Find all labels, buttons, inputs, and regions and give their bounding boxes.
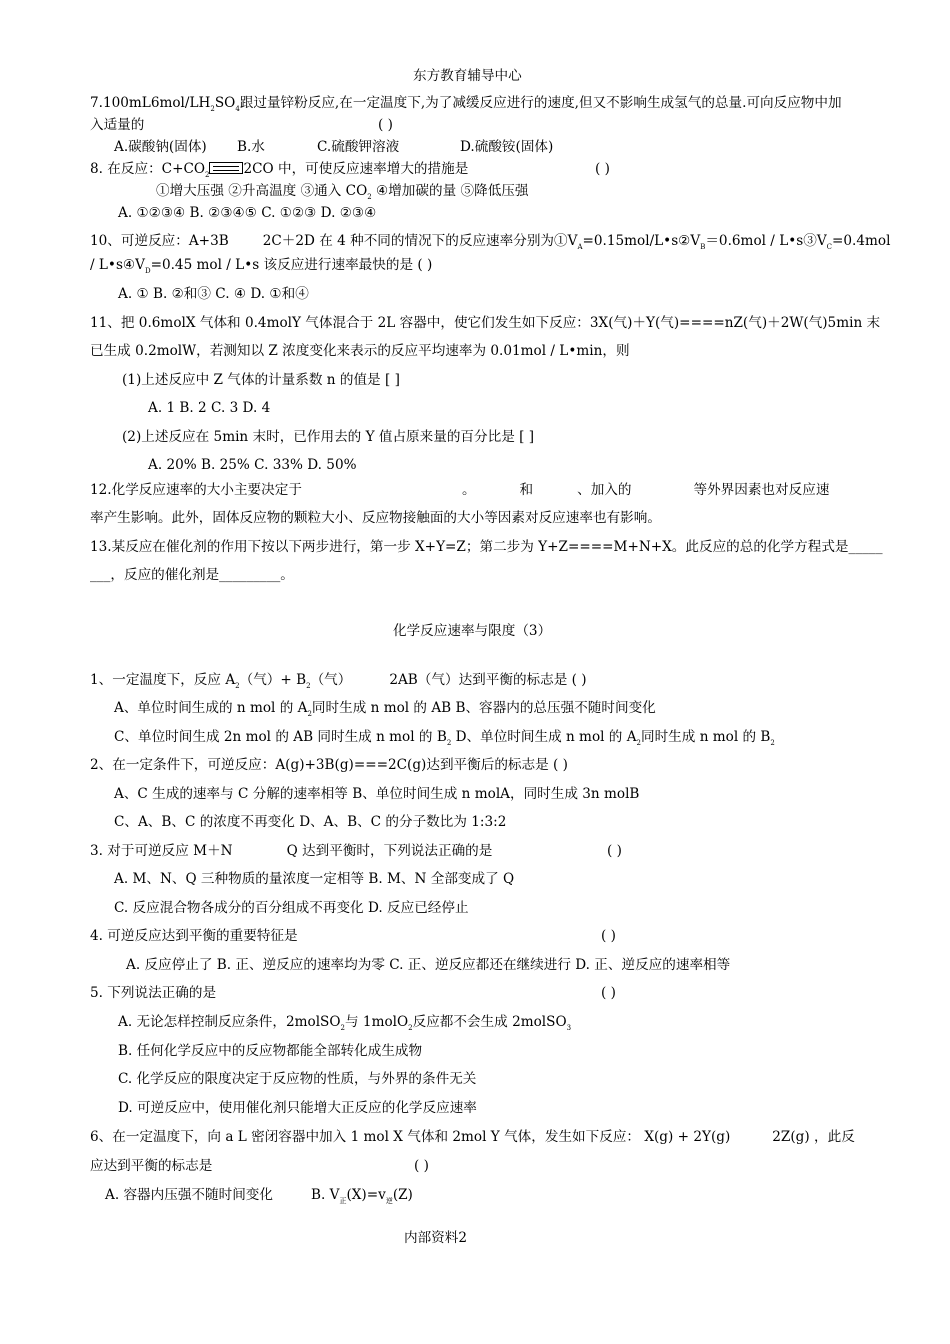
section-question-6-answer-paren: ( ) <box>414 1158 429 1174</box>
question-7-option-c: C.硫酸钾溶液 <box>317 139 400 155</box>
question-11-sub-1: (1)上述反应中 Z 气体的计量系数 n 的值是 [ ] <box>122 372 400 388</box>
question-11-sub-1-options: A. 1 B. 2 C. 3 D. 4 <box>148 400 271 416</box>
section-question-5-stem: 5. 下列说法正确的是 <box>90 985 217 1001</box>
question-7-option-b: B.水 <box>237 139 265 155</box>
question-11-sub-2-options: A. 20% B. 25% C. 33% D. 50% <box>148 457 357 473</box>
section-question-2-stem: 2、在一定条件下，可逆反应：A(g)+3B(g)===2C(g)达到平衡后的标志是 ( ) <box>90 757 568 773</box>
question-7-answer-paren: ( ) <box>378 117 393 133</box>
section-question-6-option-b: B. $V_正(X)=v_逆(Z)$ <box>311 1187 413 1205</box>
question-11-sub-2: (2)上述反应在 5min 末时，已作用去的 Y 值占原来量的百分比是 [ ] <box>122 429 535 445</box>
section-question-6-line-1: 6、在一定温度下，向 a L 密闭容器中加入 1 mol X 气体和 2mol Y 气体，发生如下反应： X(g) + 2Y(g) 2Z(g) ，此反 <box>90 1129 855 1145</box>
section-question-5-option-b: B. 任何化学反应中的反应物都能全部转化成生成物 <box>118 1043 423 1059</box>
section-question-5-option-c: C. 化学反应的限度决定于反应物的性质，与外界的条件无关 <box>118 1071 477 1087</box>
question-7-line-1: $7.100mL6mol/LH_2SO_4$跟过量锌粉反应,在一定温度下,为了减缓反应进行的速度,但又不影响生成氢气的总量.可向反应物中加 <box>90 95 842 113</box>
section-question-3-options-ab: A. M、N、Q 三种物质的量浓度一定相等 B. M、N 全部变成了 Q <box>114 871 515 887</box>
question-10-line-1: 10、可逆反应：A+3B 2C＋2D 在 4 种不同的情况下的反应速率分别为$①V_A=0.15mol/L•s②V_B=0.6mol$ / $L•s③V_C=0.4mol$ <box>90 233 891 251</box>
section-question-1-stem: 1、一定温度下，反应 $A_2$（气）+ $B_2$（气） 2AB（气）达到平衡的标志是 ( ) <box>90 672 587 690</box>
header-title: 东方教育辅导中心 <box>413 68 522 84</box>
question-8-measures: ①增大压强 ②升高温度 ③通入 $CO_2$ ④增加碳的量 ⑤降低压强 <box>156 183 529 201</box>
question-8-stem: 8. 在反应：$C+CO_2$ 2CO 中，可使反应速率增大的措施是 <box>90 161 469 179</box>
footer-text: 内部资料2 <box>404 1230 468 1246</box>
question-8-options: A. ①②③④ B. ②③④⑤ C. ①②③ D. ②③④ <box>118 205 377 221</box>
equilibrium-arrow-icon <box>209 162 243 174</box>
section-question-3-options-cd: C. 反应混合物各成分的百分组成不再变化 D. 反应已经停止 <box>114 900 469 916</box>
question-7-option-a: A.碳酸钠(固体) <box>114 139 207 155</box>
section-question-6-line-2: 应达到平衡的标志是 <box>90 1158 213 1174</box>
section-question-4-options: A. 反应停止了 B. 正、逆反应的速率均为零 C. 正、逆反应都还在继续进行 D. 正、逆反应的速率相等 <box>126 957 731 973</box>
question-11-line-2: 已生成 0.2molW，若测知以 Z 浓度变化来表示的反应平均速率为 0.01mol / L•min，则 <box>90 343 630 359</box>
section-question-4-answer-paren: ( ) <box>601 928 616 944</box>
section-question-5-option-a: A. 无论怎样控制反应条件，2molSO$_2$与 1molO$_2$反应都不会生成 2molSO$_3$ <box>118 1014 572 1032</box>
question-7-line-2: 入适量的 <box>90 117 145 133</box>
section-question-6-option-a: A. 容器内压强不随时间变化 <box>105 1187 273 1203</box>
question-13-line-2: ___，反应的催化剂是_________。 <box>90 567 294 583</box>
section-question-2-options-ab: A、C 生成的速率与 C 分解的速率相等 B、单位时间生成 n molA，同时生成 3n molB <box>114 786 640 802</box>
question-8-answer-paren: ( ) <box>595 161 610 177</box>
question-11-line-1: 11、把 0.6molX 气体和 0.4molY 气体混合于 2L 容器中，使它们发生如下反应：3X(气)＋Y(气)====nZ(气)＋2W(气)5min 末 <box>90 315 881 331</box>
question-12-line-2: 率产生影响。此外，固体反应物的颗粒大小、反应物接触面的大小等因素对反应速率也有影响。 <box>90 510 661 526</box>
question-7-option-d: D.硫酸铵(固体) <box>460 139 554 155</box>
section-question-3-stem: 3. 对于可逆反应 M＋N Q 达到平衡时，下列说法正确的是 <box>90 843 493 859</box>
question-12-line-1: 12.化学反应速率的大小主要决定于 。 和 、加入的 等外界因素也对反应速 <box>90 482 830 498</box>
section-question-1-options-cd: C、单位时间生成 2n mol 的 AB 同时生成 n mol 的 $B_2$ D、单位时间生成 n mol 的 $A_2$同时生成 n mol 的 $B_2$ <box>114 729 775 747</box>
question-10-line-2: / $L•s④V_D=0.45$ mol / L•s 该反应进行速率最快的是 ( ) <box>90 257 433 275</box>
question-13-line-1: 13.某反应在催化剂的作用下按以下两步进行，第一步 X+Y=Z；第二步为 Y+Z====M+N+X。此反应的总的化学方程式是_____ <box>90 539 883 555</box>
section-question-3-answer-paren: ( ) <box>607 843 622 859</box>
section-question-2-options-cd: C、A、B、C 的浓度不再变化 D、A、B、C 的分子数比为 1:3:2 <box>114 814 507 830</box>
section-title: 化学反应速率与限度（3） <box>393 623 552 639</box>
section-question-1-options-ab: A、单位时间生成的 n mol 的 $A_2$同时生成 n mol 的 AB B、容器内的总压强不随时间变化 <box>114 700 656 718</box>
section-question-4-stem: 4. 可逆反应达到平衡的重要特征是 <box>90 928 298 944</box>
question-10-options: A. ① B. ②和③ C. ④ D. ①和④ <box>118 286 309 302</box>
section-question-5-answer-paren: ( ) <box>601 985 616 1001</box>
section-question-5-option-d: D. 可逆反应中，使用催化剂只能增大正反应的化学反应速率 <box>118 1100 477 1116</box>
